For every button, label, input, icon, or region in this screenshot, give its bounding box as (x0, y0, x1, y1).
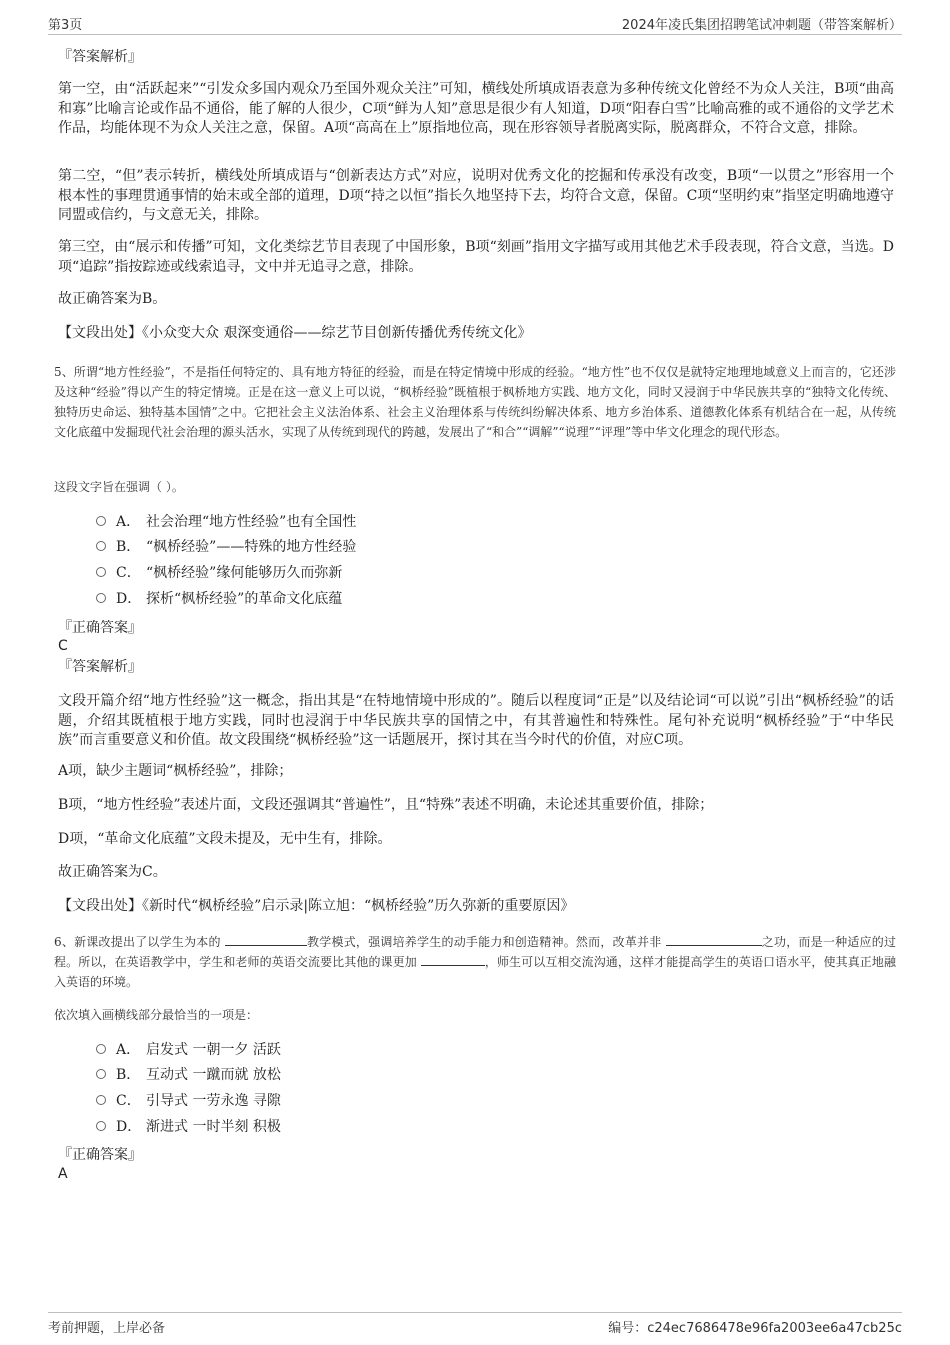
option-letter: A． (116, 514, 141, 530)
fill-blank-1 (225, 933, 307, 946)
radio-icon[interactable] (96, 567, 106, 577)
option-a[interactable] (96, 512, 356, 532)
document-title: 2024年凌氏集团招聘笔试冲刺题（带答案解析） (621, 18, 902, 33)
radio-icon[interactable] (96, 1044, 106, 1054)
correct-answer: C (58, 638, 68, 654)
option-text: 引导式 一劳永逸 寻隙 (146, 1093, 281, 1109)
correct-answer: A (58, 1166, 68, 1182)
radio-icon[interactable] (96, 593, 106, 603)
radio-icon[interactable] (96, 1095, 106, 1105)
radio-icon[interactable] (96, 1069, 106, 1079)
question-prompt: 这段文字旨在强调（ ）。 (54, 480, 184, 494)
fill-blank-2 (666, 933, 762, 946)
option-d[interactable] (96, 1117, 281, 1137)
analysis-paragraph: D项，“革命文化底蕴”文段未提及，无中生有，排除。 (58, 831, 392, 847)
question-stem: 6、新课改提出了以学生为本的 教学模式，强调培养学生的动手能力和创造精神。然而，改革并非 之功，而是一种适应的过程。所以，在英语教学中，学生和老师的英语交流要比其他的课更加 ，师生可以互相交流沟通，这样才能提高学生的英语口语水平，使其真正地融入英语的环境。 (54, 935, 896, 989)
radio-icon[interactable] (96, 516, 106, 526)
analysis-label: 『答案解析』 (58, 49, 142, 65)
analysis-paragraph: 第二空，“但”表示转折，横线处所填成语与“创新表达方式”对应，说明对优秀文化的挖掘和传承没有改变，B项“一以贯之”形容用一个根本性的事理贯通事情的始末或全部的道理，D项“持之以恒”指长久地坚持下去，均符合文意，保留。C项“坚明约束”指坚定明确地遵守同盟或信约，与文意无关，排除。 (58, 168, 894, 223)
source-citation: 【文段出处】《新时代“枫桥经验”启示录|陈立旭：“枫桥经验”历久弥新的重要原因》 (58, 898, 575, 914)
question-stem: 5、所谓“地方性经验”，不是指任何特定的、具有地方特征的经验，而是在特定情境中形成的经验。“地方性”也不仅仅是就特定地理地域意义上而言的，它还涉及这种“经验”得以产生的特定情境。正是在这一意义上可以说，“枫桥经验”既植根于枫桥地方实践、地方文化，同时又浸润于中华民族共享的“独特文化传统、独特历史命运、独特基本国情”之中。它把社会主义法治体系、社会主义治理体系与传统纠纷解决体系、地方乡治体系、道德教化体系有机结合在一起，从传统文化底蕴中发掘现代社会治理的源头活水，实现了从传统到现代的跨越，发展出了“和合”“调解”“说理”“评理”等中华文化理念的现代形态。 (54, 365, 896, 439)
option-letter: C． (116, 565, 141, 581)
option-text: “枫桥经验”——特殊的地方性经验 (146, 539, 357, 555)
option-text: 探析“枫桥经验”的革命文化底蕴 (146, 591, 343, 607)
analysis-label: 『答案解析』 (58, 659, 142, 675)
answer-conclusion: 故正确答案为C。 (58, 864, 167, 880)
option-text: 互动式 一蹴而就 放松 (146, 1067, 281, 1083)
question-prompt: 依次填入画横线部分最恰当的一项是： (54, 1008, 259, 1022)
answer-conclusion: 故正确答案为B。 (58, 291, 167, 307)
page-header (48, 12, 902, 35)
option-letter: C． (116, 1093, 141, 1109)
option-letter: B． (116, 1067, 141, 1083)
analysis-paragraph: 第一空，由“活跃起来”“引发众多国内观众乃至国外观众关注”可知，横线处所填成语表意为多种传统文化曾经不为众人关注，B项“曲高和寡”比喻言论或作品不通俗，能了解的人很少，C项“鲜为人知”意思是很少有人知道，D项“阳春白雪”比喻高雅的或不通俗的文学艺术作品，均能体现不为众人关注之意，保留。A项“高高在上”原指地位高，现在形容领导者脱离实际，脱离群众，不符合文意，排除。 (58, 81, 894, 136)
radio-icon[interactable] (96, 541, 106, 551)
option-b[interactable] (96, 1065, 281, 1085)
option-text: 社会治理“地方性经验”也有全国性 (146, 514, 357, 530)
option-text: “枫桥经验”缘何能够历久而弥新 (146, 565, 343, 581)
option-c[interactable] (96, 563, 342, 583)
option-text: 启发式 一朝一夕 活跃 (146, 1042, 281, 1058)
footer-slogan: 考前押题，上岸必备 (48, 1321, 166, 1336)
analysis-paragraph: 文段开篇介绍“地方性经验”这一概念，指出其是“在特地情境中形成的”。随后以程度词“正是”以及结论词“可以说”引出“枫桥经验”的话题，介绍其既植根于地方实践，同时也浸润于中华民族共享的国情之中，有其普遍性和特殊性。尾句补充说明“枫桥经验”于“中华民族”而言重要意义和价值。故文段围绕“枫桥经验”这一话题展开，探讨其在当今时代的价值，对应C项。 (58, 693, 894, 748)
source-citation: 【文段出处】《小众变大众 艰深变通俗——综艺节目创新传播优秀传统文化》 (58, 325, 532, 341)
analysis-paragraph: A项，缺少主题词“枫桥经验”，排除； (58, 763, 293, 779)
correct-answer-label: 『正确答案』 (58, 620, 142, 636)
page-number: 第3页 (48, 18, 83, 33)
option-letter: B． (116, 539, 141, 555)
option-a[interactable] (96, 1040, 281, 1060)
option-letter: D． (116, 1119, 142, 1135)
option-d[interactable] (96, 589, 342, 609)
analysis-paragraph: B项，“地方性经验”表述片面，文段还强调其“普遍性”，且“特殊”表述不明确，未论述其重要价值，排除； (58, 797, 714, 813)
fill-blank-3 (421, 953, 485, 966)
option-letter: D． (116, 591, 142, 607)
analysis-paragraph: 第三空，由“展示和传播”可知，文化类综艺节目表现了中国形象，B项“刻画”指用文字描写或用其他艺术手段表现，符合文意，当选。D项“追踪”指按踪迹或线索追寻，文中并无追寻之意，排除。 (58, 239, 894, 275)
option-text: 渐进式 一时半刻 积极 (146, 1119, 281, 1135)
option-letter: A． (116, 1042, 141, 1058)
option-b[interactable] (96, 537, 356, 557)
document-code: 编号：c24ec7686478e96fa2003ee6a47cb25c (608, 1321, 902, 1336)
page-footer (48, 1312, 902, 1337)
correct-answer-label: 『正确答案』 (58, 1147, 142, 1163)
option-c[interactable] (96, 1091, 281, 1111)
radio-icon[interactable] (96, 1121, 106, 1131)
